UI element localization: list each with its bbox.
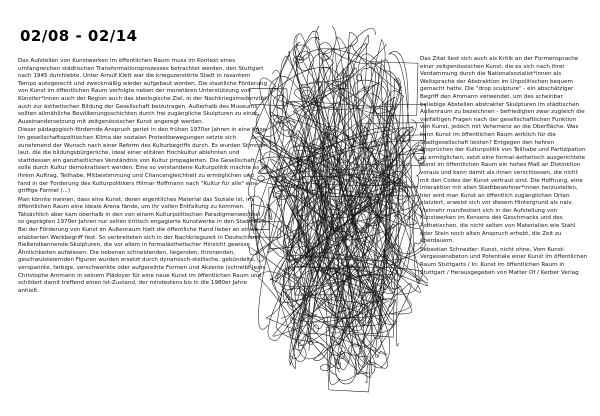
citation: Sebastian Schneider: Kunst, nicht ohne, Vom Kunst-Vergessensbeton und Potentiale einer Kunst im öffentlichen Raum Stuttgarts / In: Kunst im öffentlichen Raum in Stuttgart / Herausgegeben von Matter Of / Kerber Verlag xyxy=(420,246,588,276)
left-text-column xyxy=(18,58,268,296)
scribble-stroke xyxy=(335,353,356,384)
left-paragraph-2: Dieser pädagogisch-fördernde Anspruch geriet in den frühen 1970er Jahren in eine Krise. Im gesellschaftspolitischen Klima der sozialen Protestbewegungen setzte sich zunehmend der Wunsch nach einer Reform des Kulturbegriffs durch. Es wurden Stimmen laut, die die bildungsbürgerliche, ideal einer elitären Hochkultur ablehnten und stattdessen ein ganzheitliches Verständnis von Kultur propagierten. Die Gesellschaft solle durch Kultur demokratisiert werden. Eine so verstandene Kulturpolitik machte es zu ihrem Auftrag, Teilhabe, Mitbestimmung und Chancengleichheit zu ermöglichen und fand in der Forderung des Kulturpolitikers Hilmar Hoffmann nach "Kultur für alle" eine griffige Formel (...) xyxy=(18,127,268,195)
scribble-drawing-icon xyxy=(248,26,428,396)
scribble-stroke xyxy=(286,288,306,300)
right-text-column xyxy=(420,56,588,278)
scribble-stroke xyxy=(258,176,265,181)
left-paragraph-1: Das Aufstellen von Kunstwerken im öffentlichen Raum muss im Kontext eines umfangreichen städtischen Transformationsprozesses betrachtet werden, den Stuttgart nach 1945 durchlebte. Unter Arnulf Klett war die kriegszerstörte Stadt in rasantem Tempo autogerecht und zweckmäßig wieder aufgebaut worden. Die staatliche Förderung von Kunst im öffentlichen Raum verfolgte neben der monetären Unterstützung von Künstler*innen auch der Region auch das ideologische Ziel, in der Nachkriegsmodernität auch zur ästhetischen Bildung der Gesellschaft beizutragen. Außerhalb des Museums sollten allmähliche Bevölkerungsschichten durch frei zugängliche Skulpturen zu einer Auseinandersetzung mit zeitgenössischer Kunst angeregt werden. xyxy=(18,58,267,125)
page-title: 02/08 - 02/14 xyxy=(20,27,138,45)
left-paragraph-3: Man könnte meinen, dass eine Kunst, deren eigentliches Material das Soziale ist, im öffentlichen Raum eine ideale Arena fände, um ihr vollen Entfaltung zu kommen. Tatsächlich aber kam oberhalb in den von einem Kulturpolitischen Paradigmenwechsel so geprägten 1970er Jahren nur selten kritisch engagierte Kunstwerke in den Stadtraum. Bei der Förderung von Kunst im Außenraum hielt die öffentliche Hand lieber an einem etablierten Werkbegriff fest. So verbreiteten sich in der Nachkriegszeit in Deutschland fließendkennende Skulpturen, die vor allem in formalästhetischer Hinsicht gewisse Ähnlichkeiten aufwiesen: Die nebenan schneidenden, liegenden, thronenden, geschwulsteiernden Figuren wurden ersetzt durch dynamisch-stellische, gebündelte, verspannte, farbige, verschwenkte oder aufgereihte Formen und Akzente (schreibt Jean-Christophe Ammann in seinem Plädoyer für eine neue Kunst im öffentlichen Raum und schildert damit treffend einen Ist-Zustand, der mindestens bis in die 1980er Jahre anhielt. xyxy=(18,196,268,294)
right-paragraph-1: Das Zitat liest sich auch als Kritik an der Formensprache einer zeitgenössischen Kunst, die es sich nach ihrer Verdammung durch die Nationalsozialist*innen als Weltsprache der Abstraktion im Unpolitischen bequem gemacht hatte. Die "drop sculpture" - ein abschätziger Begriff den Ammann verwendet, um des scheinbar beliebige Abstellen abstrakter Skulpturen im städtischen Außenraum zu bezeichnen - befriedigten zwar zugleich die vielfältigen Fragen nach der gesellschaftlichen Funktion von Kunst, jedoch mit Vehemenz an die Oberfläche. Was kann Kunst im öffentlichen Raum wirklich für die Stadtgesellschaft leisten? Entgegen den hehren Ansprüchen der Kulturpolitik von Teilhabe und Partizipation zu ermöglichen, setzt eine formal-ästhetisch ausgerichtete Kunst im öffentlichen Raum ein hohes Maß an Distinktion voraus und kann damit als ihnen verschlossen, die nicht mit den Codes der Kunst vertraut sind. Die Hoffnung, eine Interaktion mit allen Stadtbewohner*innen herzustellen, hier wird man Kunst an öffentlich zugänglichen Orten platziert, erweist sich vor diesem Hintergrund als naiv. Vielmehr manifestiert sich in der Aufstellung von Kunstwerken im Konsens des Geschmacks und des Ästhetischen, die nicht selten von Materialien wie Stahl oder Stein noch alten Anspruch erhebt, die Zeit zu überdauern. xyxy=(420,56,586,245)
scribble-stroke xyxy=(248,196,264,220)
scribble-stroke xyxy=(273,95,286,108)
